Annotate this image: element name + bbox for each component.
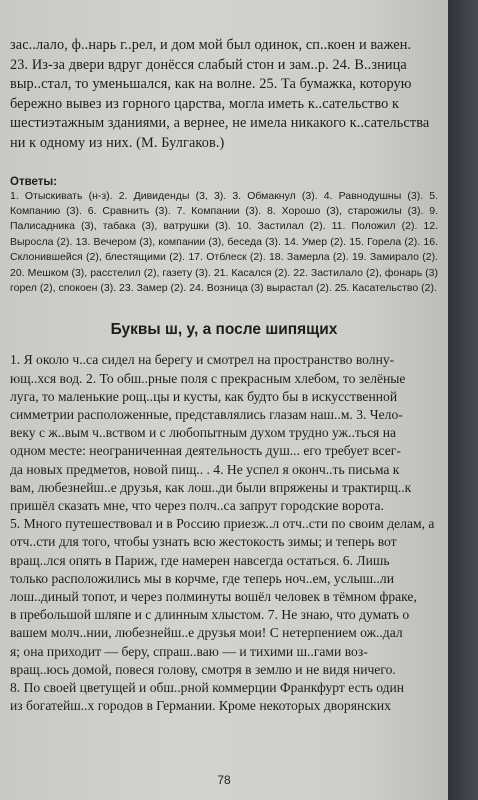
exercise-line: из богатейш..х городов в Германии. Кроме некоторых дворянских <box>10 698 391 714</box>
text-line: зас..лало, ф..нарь г..рел, и дом мой был одинок, сп..коен и важен. <box>10 37 412 53</box>
exercise-line: да новых предметов, новой пищ.. . 4. Не успел я оконч..ть письма к <box>10 461 400 477</box>
exercise-line: симметрии расположенные, представлялись глазам наш..м. 3. Чело- <box>10 407 403 423</box>
answers-title: Ответы: <box>10 175 58 188</box>
exercise-line: 1. Я около ч..са сидел на берегу и смотрел на пространство волну- <box>10 352 395 368</box>
exercise-line: отч..сти для того, чтобы узнать всю жестокость зимы; и теперь вот <box>10 534 397 550</box>
section-heading: Буквы ш, у, а после шипящих <box>110 321 338 339</box>
intro-paragraph <box>10 36 438 154</box>
page-edge-shadow <box>448 0 478 800</box>
text-line: ни к одному из них. (М. Булгаков.) <box>10 134 225 151</box>
exercise-line: вращ..лся опять в Париж, где намерен навсегда остаться. 6. Лишь <box>10 552 390 568</box>
exercise-line: лош..диный топот, и через полминуты вошёл человек в тёмном фраке, <box>10 589 417 605</box>
exercise-line: только расположились мы в корчме, где теперь ноч..ем, услыш..ли <box>10 570 394 586</box>
exercise-line: ющ..хся вод. 2. То обш..рные поля с прекрасным хлебом, то зелёные <box>10 370 406 386</box>
text-line: выр..стал, то уменьшался, как на волне. 25. Та бумажка, которую <box>10 76 412 93</box>
exercise-line: луга, то маленькие рощ..цы и кусты, как будто бы в искусственной <box>10 388 398 404</box>
exercise-line: вашем молч..нии, любезнейш..е друзья мои! С нетерпением ож..дал <box>10 625 403 641</box>
exercise-line: 8. По своей цветущей и обш..рной коммерции Франкфурт есть один <box>10 680 405 696</box>
exercise-line: веку с ж..вым ч..вством и с любопытным духом трудно уж..ться на <box>10 425 397 441</box>
exercise-paragraph <box>10 351 438 715</box>
text-line: бережно вывез из горного царства, могла иметь к..сательство к <box>10 95 400 112</box>
answers-text: 1. Отыскивать (н-з). 2. Дивиденды (3, 3). 3. Обмакнул (3). 4. Равнодушны (3). 5. Компанию (3). 6. Сравнить (3). 7. Компании (3). 8. Хорошо (3), старожилы (3). 9. Палисадника (3), табака (3), ватрушки (3). 10. Застилал (2). 11. Положил (2). 12. Выросла (2). 13. Вечером (3), компании (3), беседа (3). 14. Умер (2). 15. Горела (2). 16. Склонившейся (2), блестящими (2). 17. Отблеск (2). 18. Замерла (2). 19. Замирало (2). 20. Мешком (3), расстелил (2), газету (3). 21. Касался (2). 22. Застилало (2), фонарь (3) горел (2), спокоен (3). 23. Замер (2). 24. Возница (3) вырастал (2). 25. Касательство (2). <box>10 189 438 294</box>
exercise-line: пришёл сказать мне, что через полч..са запрут городские ворота. <box>10 498 384 514</box>
exercise-line: одном месте: неограниченная деятельность душ... его требует всег- <box>10 443 401 459</box>
exercise-line: я; она приходит — беру, спраш..ваю — и тихими ш..гами воз- <box>10 643 368 659</box>
text-line: 23. Из-за двери вдруг донёсся слабый стон и зам..р. 24. В..зница <box>10 56 407 73</box>
exercise-line: вам, любезнейш..е друзья, как лош..ди были впряжены и трактирщ..к <box>10 479 412 495</box>
exercise-line: вращ..юсь домой, повеся голову, смотря в землю и не видя ничего. <box>10 661 396 677</box>
exercise-line: в пребольшой шляпе и с длинным хлыстом. 7. Не знаю, что думать о <box>10 607 410 623</box>
exercise-line: 5. Много путешествовал и в Россию приезж..л отч..сти по своим делам, а <box>10 516 435 532</box>
text-line: шестиэтажным зданиями, а вернее, не имела никакого к..сательства <box>10 115 430 132</box>
page-content <box>10 36 438 715</box>
page-number: 78 <box>217 773 231 787</box>
